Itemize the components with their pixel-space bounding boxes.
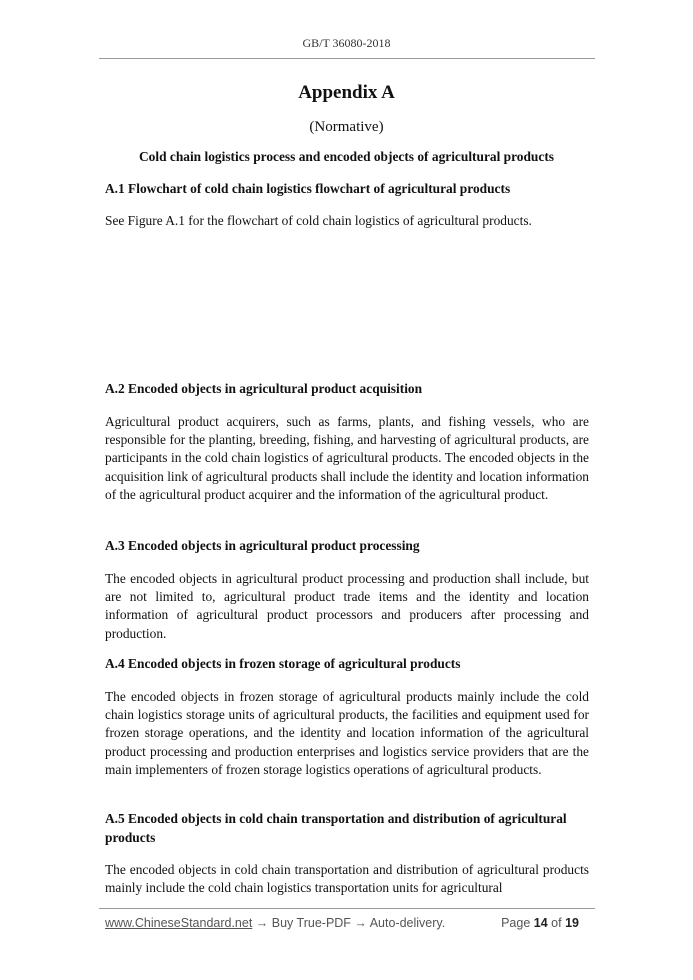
page-current: 14 <box>533 916 548 930</box>
section-heading: A.1 Flowchart of cold chain logistics flowchart of agricultural products <box>105 181 511 196</box>
document-id-header: GB/T 36080-2018 <box>302 36 391 50</box>
section-paragraph: The encoded objects in agricultural product processing and production shall include, but are not limited to, agricultural product trade items and the identity and location information of agricultural product processors and producers after processing and production. <box>105 570 589 641</box>
figure-placeholder <box>105 238 589 368</box>
appendix-title: Appendix A <box>298 82 395 103</box>
appendix-main-title: Cold chain logistics process and encoded objects of agricultural products <box>139 149 554 164</box>
site-link[interactable]: www.ChineseStandard.net <box>105 916 253 930</box>
footer-tagline: → Buy True-PDF → Auto-delivery. <box>252 916 446 930</box>
section-heading: A.2 Encoded objects in agricultural product acquisition <box>105 381 423 396</box>
section-a2 <box>105 380 589 505</box>
page-total: 19 <box>565 916 579 930</box>
section-paragraph: The encoded objects in frozen storage of agricultural products mainly include the cold chain logistics storage units of agricultural products, the facilities and equipment used for frozen storage operations, and the identity and location information of the agricultural product processing and production enterprises and logistics service providers that are the main implementers of frozen storage logistics operations of agricultural products. <box>105 688 589 778</box>
section-a1 <box>105 180 589 230</box>
footer-divider <box>99 908 595 909</box>
section-heading: A.5 Encoded objects in cold chain transportation and distribution of agricultural products <box>105 811 567 845</box>
section-paragraph: The encoded objects in cold chain transportation and distribution of agricultural products mainly include the cold chain logistics transportation units for agricultural <box>105 862 589 896</box>
section-a4 <box>105 655 589 780</box>
section-paragraph: Agricultural product acquirers, such as farms, plants, and fishing vessels, who are responsible for the planting, breeding, fishing, and harvesting of agricultural products, are participants in the cold chain logistics of agricultural products. The encoded objects in the acquisition link of agricultural products shall include the identity and location information of the agricultural product acquirer and the information of the agricultural product. <box>105 413 589 503</box>
page-footer <box>105 916 589 930</box>
section-a3 <box>105 537 589 643</box>
header-divider <box>99 58 595 59</box>
section-a5 <box>105 810 589 898</box>
page-label: Page <box>501 916 531 930</box>
page-indicator <box>501 916 579 930</box>
section-heading: A.4 Encoded objects in frozen storage of agricultural products <box>105 656 461 671</box>
section-heading: A.3 Encoded objects in agricultural product processing <box>105 538 420 553</box>
section-paragraph: See Figure A.1 for the flowchart of cold chain logistics of agricultural products. <box>105 212 532 228</box>
appendix-type: (Normative) <box>309 119 384 135</box>
page-of: of <box>551 916 562 930</box>
